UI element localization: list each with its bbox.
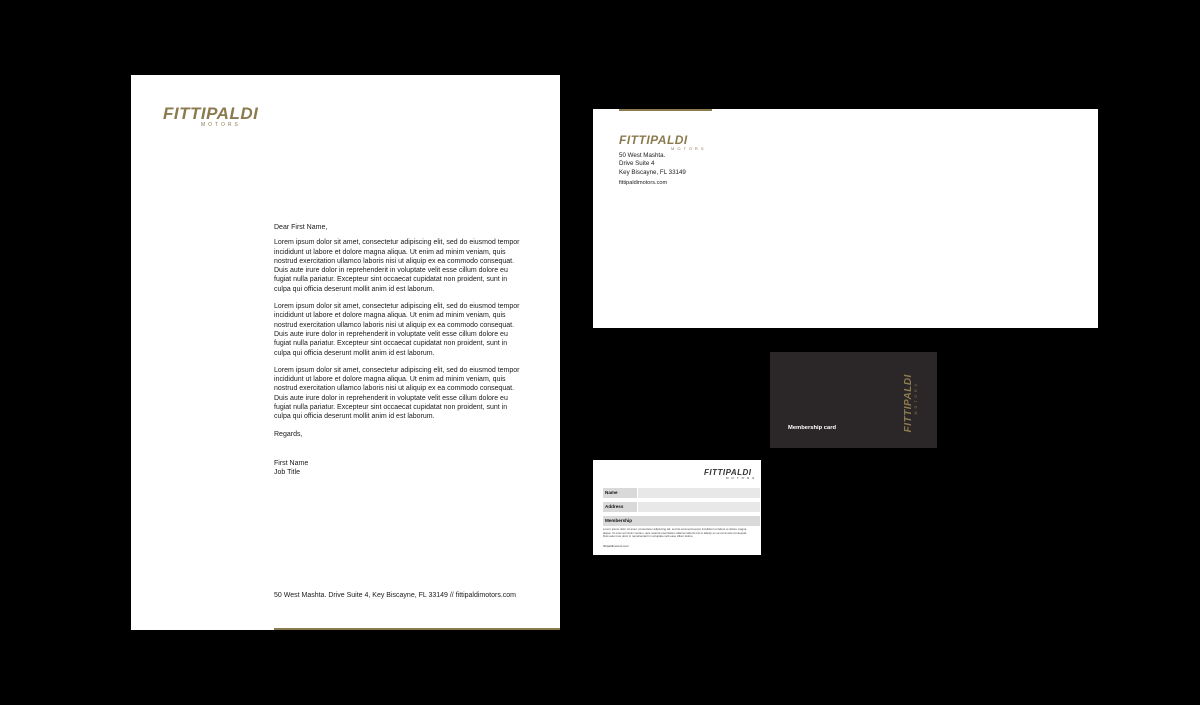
address-field-row	[603, 502, 760, 512]
address-field-label: Address	[603, 502, 637, 512]
card-back-logo	[704, 469, 757, 480]
membership-card-front	[770, 352, 937, 448]
logo-wordmark: FITTIPALDI	[902, 374, 914, 433]
letter-accent-bar	[274, 628, 560, 630]
letter-closing: Regards,	[274, 430, 303, 438]
logo-subtitle: MOTORS	[201, 122, 241, 128]
logo-subtitle: MOTORS	[913, 381, 918, 415]
card-website: fittipaldimotors.com	[603, 544, 629, 548]
address-line: 50 West Mashta.	[619, 152, 666, 159]
letterhead-sheet	[131, 75, 560, 630]
card-vertical-logo	[904, 374, 919, 432]
name-field-value	[638, 488, 760, 498]
address-line: Key Biscayne, FL 33149	[619, 168, 686, 176]
membership-field-label: Membership	[603, 516, 760, 526]
card-fine-print: Lorem ipsum dolor sit amet, consectetur adipiscing elit, sed do eiusmod tempor incididunt ut labore et dolore magna aliqua. Ut enim ad minim veniam, quis nostrud exercitation ullamco laboris nisi ut aliquip ex ea commodo consequat. Duis aute irure dolor in reprehenderit in voluptate velit esse cillum dolore.	[603, 527, 747, 539]
envelope	[593, 109, 1098, 328]
address-field-value	[638, 502, 760, 512]
logo-subtitle: MOTORS	[726, 476, 758, 480]
letterhead-logo	[163, 105, 258, 128]
letter-body	[274, 223, 524, 478]
name-field-row	[603, 488, 760, 498]
membership-card-label: Membership card	[788, 425, 836, 431]
membership-field-row	[603, 516, 760, 526]
envelope-logo	[619, 134, 706, 151]
name-field-label: Name	[603, 488, 637, 498]
letter-paragraph: Lorem ipsum dolor sit amet, consectetur adipiscing elit, sed do eiusmod tempor incididunt ut labore et dolore magna aliqua. Ut enim ad minim veniam, quis nostrud exercitation ullamco laboris nisi ut aliquip ex ea commodo consequat. Duis aute irure dolor in reprehenderit in voluptate velit esse cillum dolore eu fugiat nulla pariatur. Excepteur sint occaecat cupidatat non proident, sunt in culpa qui officia deserunt mollit anim id est laborum.	[274, 366, 520, 421]
logo-wordmark: FITTIPALDI	[163, 104, 259, 123]
letter-paragraph: Lorem ipsum dolor sit amet, consectetur adipiscing elit, sed do eiusmod tempor incididunt ut labore et dolore magna aliqua. Ut enim ad minim veniam, quis nostrud exercitation ullamco laboris nisi ut aliquip ex ea commodo consequat. Duis aute irure dolor in reprehenderit in voluptate velit esse cillum dolore eu fugiat nulla pariatur. Excepteur sint occaecat cupidatat non proident, sunt in culpa qui officia deserunt mollit anim id est laborum.	[274, 303, 520, 357]
letter-signature	[274, 459, 524, 478]
signer-name: First Name	[274, 459, 309, 467]
letter-footer: 50 West Mashta. Drive Suite 4, Key Biscayne, FL 33149 // fittipaldimotors.com	[274, 592, 516, 599]
address-line: Drive Suite 4	[619, 160, 655, 168]
letter-paragraph: Lorem ipsum dolor sit amet, consectetur adipiscing elit, sed do eiusmod tempor incididunt ut labore et dolore magna aliqua. Ut enim ad minim veniam, quis nostrud exercitation ullamco laboris nisi ut aliquip ex ea commodo consequat. Duis aute irure dolor in reprehenderit in voluptate velit esse cillum dolore eu fugiat nulla pariatur. Excepteur sint occaecat cupidatat non proident, sunt in culpa qui officia deserunt mollit anim id est laborum.	[274, 239, 520, 293]
logo-wordmark: FITTIPALDI	[704, 468, 752, 477]
logo-wordmark: FITTIPALDI	[619, 133, 688, 147]
logo-subtitle: MOTORS	[671, 146, 707, 151]
envelope-accent-bar	[619, 109, 712, 111]
letter-greeting: Dear First Name,	[274, 224, 328, 231]
membership-card-back	[593, 460, 761, 555]
signer-title: Job Title	[274, 469, 301, 477]
envelope-website: fittipaldimotors.com	[619, 180, 668, 186]
envelope-address	[619, 152, 686, 177]
